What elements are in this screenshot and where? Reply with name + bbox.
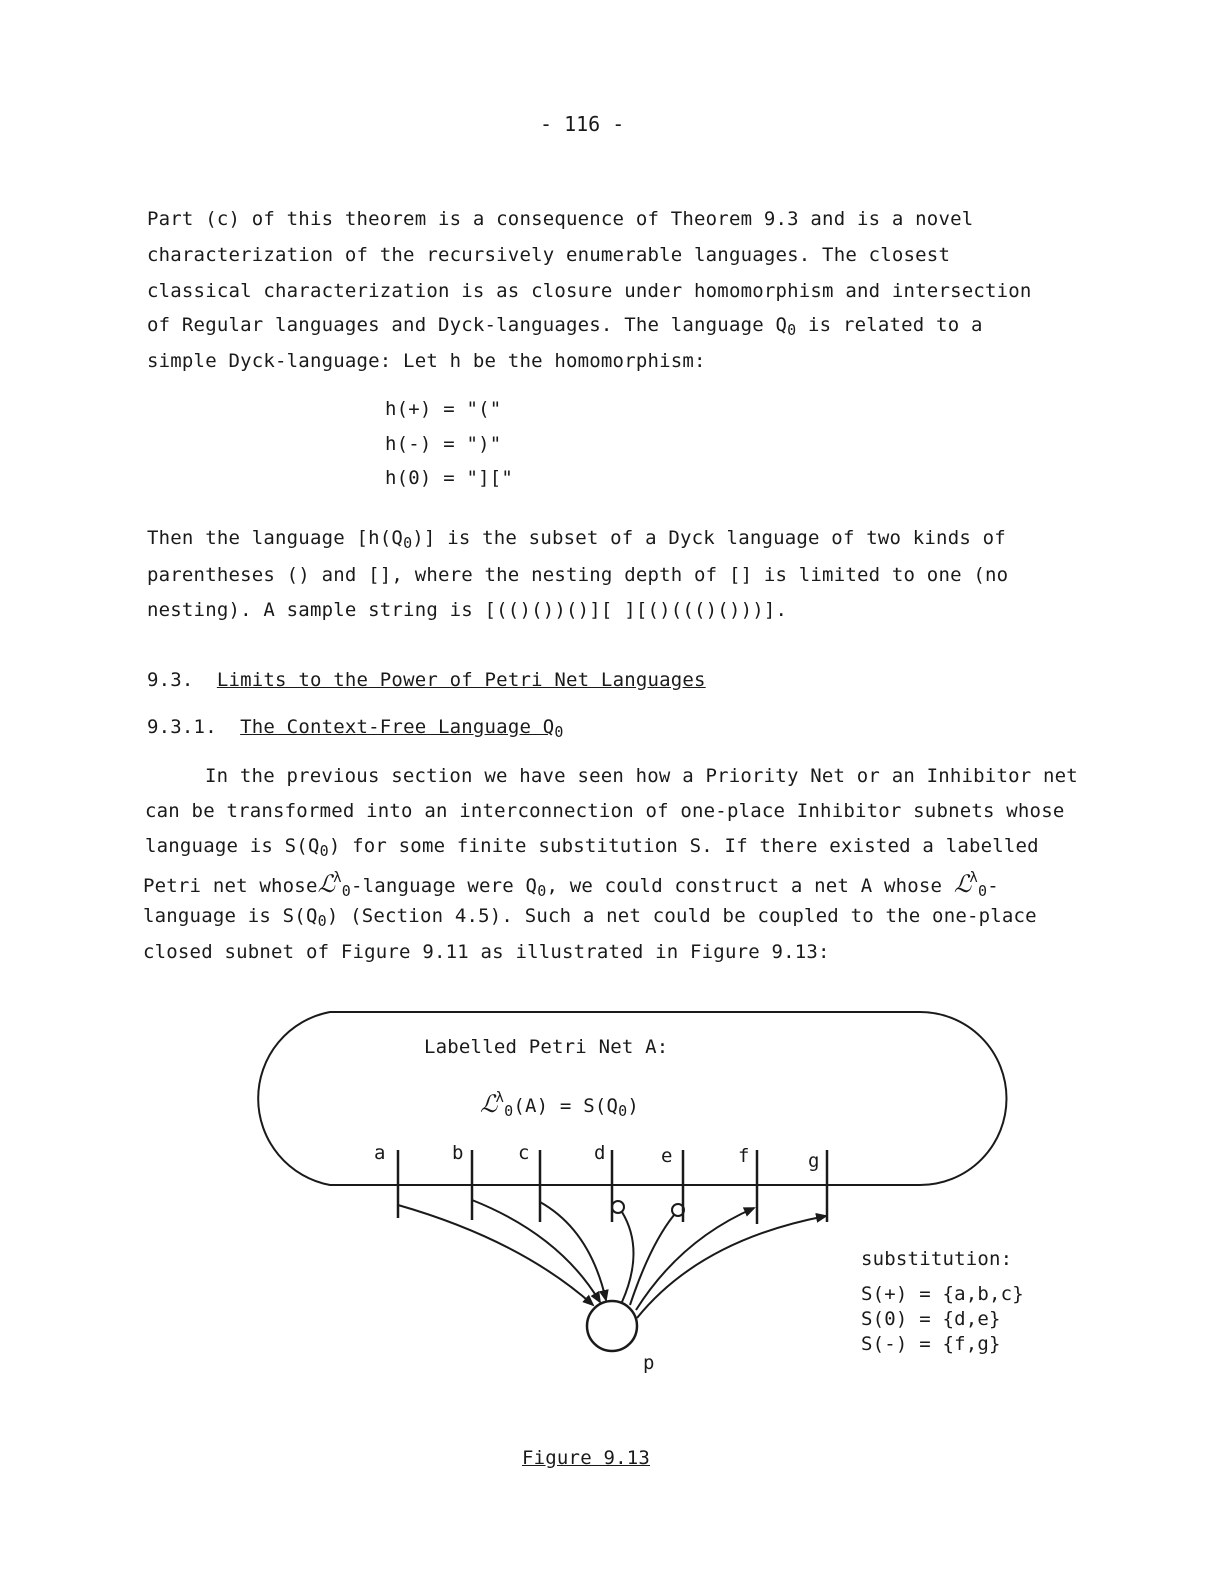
transition-label-a: a (374, 1142, 386, 1164)
inhibitor-arc-d (622, 1212, 634, 1302)
section-heading: 9.3. Limits to the Power of Petri Net Languages (147, 669, 706, 691)
para3-line3: language is $S(Q_0)$ for some finite substitution S. If there existed a labelled (145, 835, 1039, 860)
substitution-row: S(+) = {a,b,c} (861, 1283, 1024, 1305)
para2-line2: parentheses () and [], where the nesting depth of [] is limited to one (no (147, 564, 1009, 586)
para3-line6: closed subnet of Figure 9.11 as illustrated in Figure 9.13: (143, 941, 830, 963)
inhibitor-arc-e (630, 1215, 674, 1305)
hom-row: h(+) = "(" (385, 398, 502, 420)
arc-b-to-p (472, 1200, 600, 1302)
hom-row: h(-) = ")" (385, 433, 502, 455)
para2-line3: nesting). A sample string is [(()())()][ ][()((()()))]. (147, 599, 788, 621)
para1-line3: classical characterization is as closure under homomorphism and intersection (147, 280, 1032, 302)
transition-label-f: f (738, 1145, 750, 1167)
transition-label-e: e (661, 1145, 673, 1167)
place-label-p: p (643, 1352, 655, 1374)
hom-row: h(0) = "][" (385, 467, 514, 489)
transition-label-b: b (452, 1142, 464, 1164)
substitution-title: substitution: (861, 1248, 1013, 1270)
substitution-row: S(-) = {f,g} (861, 1333, 1001, 1355)
transition-label-g: g (808, 1150, 820, 1172)
para3-line4: Petri net whoseℒ$^\lambda_0$-language were $Q_0$, we could construct a net A whose ℒ$^\lambda_0$- (143, 870, 999, 900)
inhibitor-d-circle (612, 1201, 624, 1213)
para1-line2: characterization of the recursively enumerable languages. The closest (147, 244, 951, 266)
para3-line5: language is $S(Q_0)$ (Section 4.5). Such a net could be coupled to the one-place (143, 905, 1037, 930)
para2-line1: Then the language $[h(Q_0)]$ is the subset of a Dyck language of two kinds of (147, 527, 1006, 552)
arc-p-to-g (637, 1216, 826, 1318)
page-number: - 116 - (540, 112, 625, 136)
figure-caption: Figure 9.13 (522, 1447, 651, 1469)
net-formula: ℒ$^\lambda_0$(A) = $S(Q_0)$ (480, 1090, 640, 1120)
para3-line1: In the previous section we have seen how a Priority Net or an Inhibitor net (205, 765, 1078, 787)
para3-line2: can be transformed into an interconnection of one-place Inhibitor subnets whose (145, 800, 1065, 822)
transition-label-c: c (518, 1142, 530, 1164)
para1-line5: simple Dyck-language: Let h be the homomorphism: (147, 350, 706, 372)
subsection-heading: 9.3.1. The Context-Free Language $Q_0$ (147, 716, 564, 741)
substitution-row: S(0) = {d,e} (861, 1308, 1001, 1330)
arc-p-to-f (636, 1208, 754, 1310)
arc-c-to-p (540, 1202, 606, 1300)
net-title: Labelled Petri Net A: (424, 1036, 669, 1058)
place-p (587, 1301, 637, 1351)
para1-line1: Part (c) of this theorem is a consequence of Theorem 9.3 and is a novel (147, 208, 974, 230)
transition-label-d: d (594, 1142, 606, 1164)
para1-line4: of Regular languages and Dyck-languages. The language $Q_0$ is related to a (147, 314, 983, 339)
